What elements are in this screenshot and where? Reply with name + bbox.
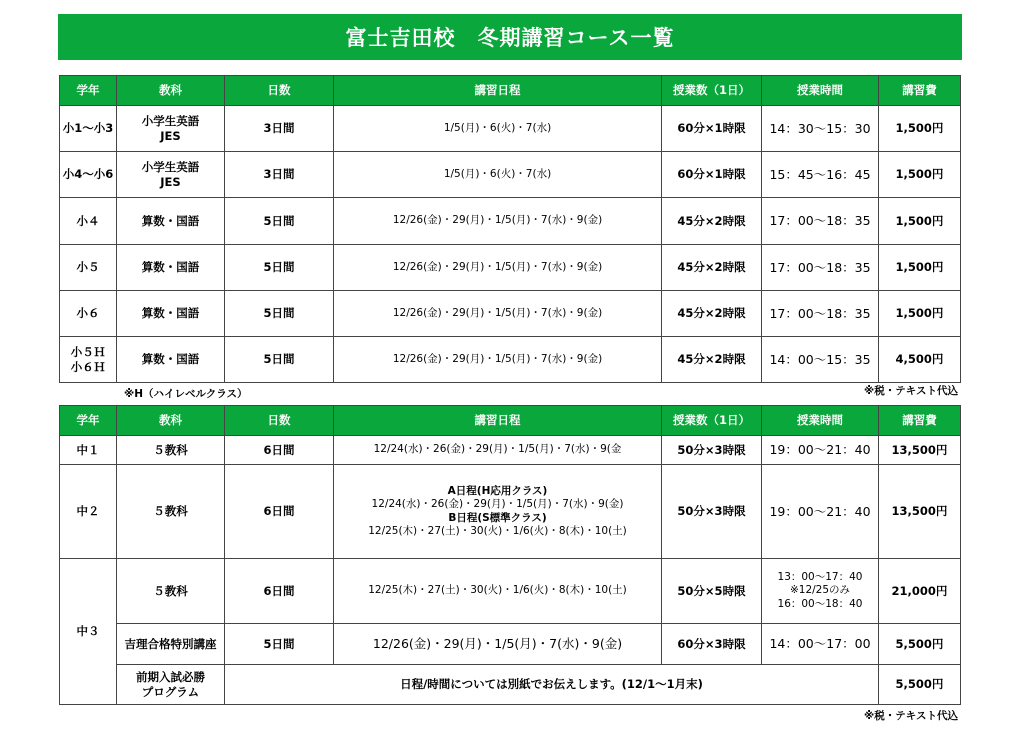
- lessons-cell: 60分×1時限: [662, 152, 762, 198]
- schedule-cell: 12/26(金)・29(月)・1/5(月)・7(水)・9(金): [334, 624, 662, 665]
- elementary-course-table: [59, 75, 961, 383]
- header-fee: 講習費: [879, 406, 961, 436]
- table-row: [60, 665, 961, 705]
- time-cell: 14：30～15：30: [762, 106, 879, 152]
- lessons-cell: 45分×2時限: [662, 291, 762, 337]
- table-row: [60, 106, 961, 152]
- table-row: [60, 337, 961, 383]
- days-cell: 6日間: [225, 465, 334, 559]
- fee-cell: 5,500円: [879, 624, 961, 665]
- schedule-cell: 1/5(月)・6(火)・7(水): [334, 152, 662, 198]
- grade-cell: 小５Ｈ 小６Ｈ: [60, 337, 117, 383]
- schedule-cell: 12/26(金)・29(月)・1/5(月)・7(水)・9(金): [334, 337, 662, 383]
- header-grade: 学年: [60, 406, 117, 436]
- fee-cell: 1,500円: [879, 245, 961, 291]
- middle-course-table: [59, 405, 961, 705]
- lessons-cell: 45分×2時限: [662, 337, 762, 383]
- table-row: [60, 559, 961, 624]
- grade-cell: 小４: [60, 198, 117, 245]
- time-cell: 17：00～18：35: [762, 198, 879, 245]
- page-title: 富士吉田校 冬期講習コース一覧: [58, 14, 962, 60]
- header-grade: 学年: [60, 76, 117, 106]
- header-schedule: 講習日程: [334, 76, 662, 106]
- schedule-cell: 1/5(月)・6(火)・7(水): [334, 106, 662, 152]
- note-tax-included: ※税・テキスト代込: [864, 385, 958, 397]
- time-cell: 14：00～17：00: [762, 624, 879, 665]
- fee-cell: 1,500円: [879, 106, 961, 152]
- subject-cell: 算数・国語: [117, 291, 225, 337]
- header-subject: 教科: [117, 76, 225, 106]
- schedule-cell: 12/26(金)・29(月)・1/5(月)・7(水)・9(金): [334, 245, 662, 291]
- days-cell: 6日間: [225, 559, 334, 624]
- time-cell: 19：00～21：40: [762, 436, 879, 465]
- fee-cell: 4,500円: [879, 337, 961, 383]
- days-cell: 5日間: [225, 624, 334, 665]
- subject-cell: 小学生英語 JES: [117, 152, 225, 198]
- subject-cell: 吉理合格特別講座: [117, 624, 225, 665]
- time-cell: 17：00～18：35: [762, 291, 879, 337]
- schedule-cell: 12/25(木)・27(土)・30(火)・1/6(火)・8(木)・10(土): [334, 559, 662, 624]
- schedule-cell: 日程/時間については別紙でお伝えします。(12/1～1月末): [225, 665, 879, 705]
- days-cell: 3日間: [225, 106, 334, 152]
- header-days: 日数: [225, 76, 334, 106]
- subject-cell: 算数・国語: [117, 245, 225, 291]
- subject-cell: ５教科: [117, 559, 225, 624]
- time-cell: 13：00～17：40 ※12/25のみ 16：00～18：40: [762, 559, 879, 624]
- header-subject: 教科: [117, 406, 225, 436]
- subject-cell: 算数・国語: [117, 337, 225, 383]
- time-cell: 17：00～18：35: [762, 245, 879, 291]
- fee-cell: 13,500円: [879, 436, 961, 465]
- table-header-row: [60, 406, 961, 436]
- days-cell: 6日間: [225, 436, 334, 465]
- time-cell: 19：00～21：40: [762, 465, 879, 559]
- lessons-cell: 50分×5時限: [662, 559, 762, 624]
- fee-cell: 1,500円: [879, 198, 961, 245]
- table-header-row: [60, 76, 961, 106]
- fee-cell: 5,500円: [879, 665, 961, 705]
- grade-cell: 小５: [60, 245, 117, 291]
- schedule-cell: 12/26(金)・29(月)・1/5(月)・7(水)・9(金): [334, 291, 662, 337]
- lessons-cell: 50分×3時限: [662, 465, 762, 559]
- time-cell: 15：45～16：45: [762, 152, 879, 198]
- header-lessons: 授業数（1日）: [662, 406, 762, 436]
- header-fee: 講習費: [879, 76, 961, 106]
- table-row: [60, 624, 961, 665]
- grade-cell: 中２: [60, 465, 117, 559]
- table-row: [60, 291, 961, 337]
- fee-cell: 1,500円: [879, 291, 961, 337]
- schedule-cell: A日程(H応用クラス) 12/24(水)・26(金)・29(月)・1/5(月)・7(水)・9(金) B日程(S標準クラス) 12/25(木)・27(土)・30(火)・1/6(火)・8(木)・10(土): [334, 465, 662, 559]
- table-row: [60, 465, 961, 559]
- note-high-level: ※H（ハイレベルクラス）: [124, 388, 248, 400]
- subject-cell: 算数・国語: [117, 198, 225, 245]
- table-row: [60, 245, 961, 291]
- lessons-cell: 45分×2時限: [662, 198, 762, 245]
- grade-cell: 小4～小6: [60, 152, 117, 198]
- grade-cell: 中３: [60, 559, 117, 705]
- fee-cell: 1,500円: [879, 152, 961, 198]
- fee-cell: 21,000円: [879, 559, 961, 624]
- table-row: [60, 436, 961, 465]
- grade-cell: 小1～小3: [60, 106, 117, 152]
- days-cell: 5日間: [225, 337, 334, 383]
- days-cell: 5日間: [225, 245, 334, 291]
- lessons-cell: 60分×3時限: [662, 624, 762, 665]
- table-row: [60, 152, 961, 198]
- days-cell: 5日間: [225, 198, 334, 245]
- days-cell: 3日間: [225, 152, 334, 198]
- fee-cell: 13,500円: [879, 465, 961, 559]
- days-cell: 5日間: [225, 291, 334, 337]
- schedule-cell: 12/26(金)・29(月)・1/5(月)・7(水)・9(金): [334, 198, 662, 245]
- grade-cell: 小６: [60, 291, 117, 337]
- subject-cell: ５教科: [117, 465, 225, 559]
- header-time: 授業時間: [762, 76, 879, 106]
- header-schedule: 講習日程: [334, 406, 662, 436]
- header-days: 日数: [225, 406, 334, 436]
- time-cell: 14：00～15：35: [762, 337, 879, 383]
- header-lessons: 授業数（1日）: [662, 76, 762, 106]
- subject-cell: ５教科: [117, 436, 225, 465]
- lessons-cell: 45分×2時限: [662, 245, 762, 291]
- lessons-cell: 60分×1時限: [662, 106, 762, 152]
- schedule-cell: 12/24(水)・26(金)・29(月)・1/5(月)・7(水)・9(金: [334, 436, 662, 465]
- header-time: 授業時間: [762, 406, 879, 436]
- subject-cell: 前期入試必勝 プログラム: [117, 665, 225, 705]
- subject-cell: 小学生英語 JES: [117, 106, 225, 152]
- lessons-cell: 50分×3時限: [662, 436, 762, 465]
- grade-cell: 中１: [60, 436, 117, 465]
- table-row: [60, 198, 961, 245]
- note-tax-included: ※税・テキスト代込: [864, 710, 958, 722]
